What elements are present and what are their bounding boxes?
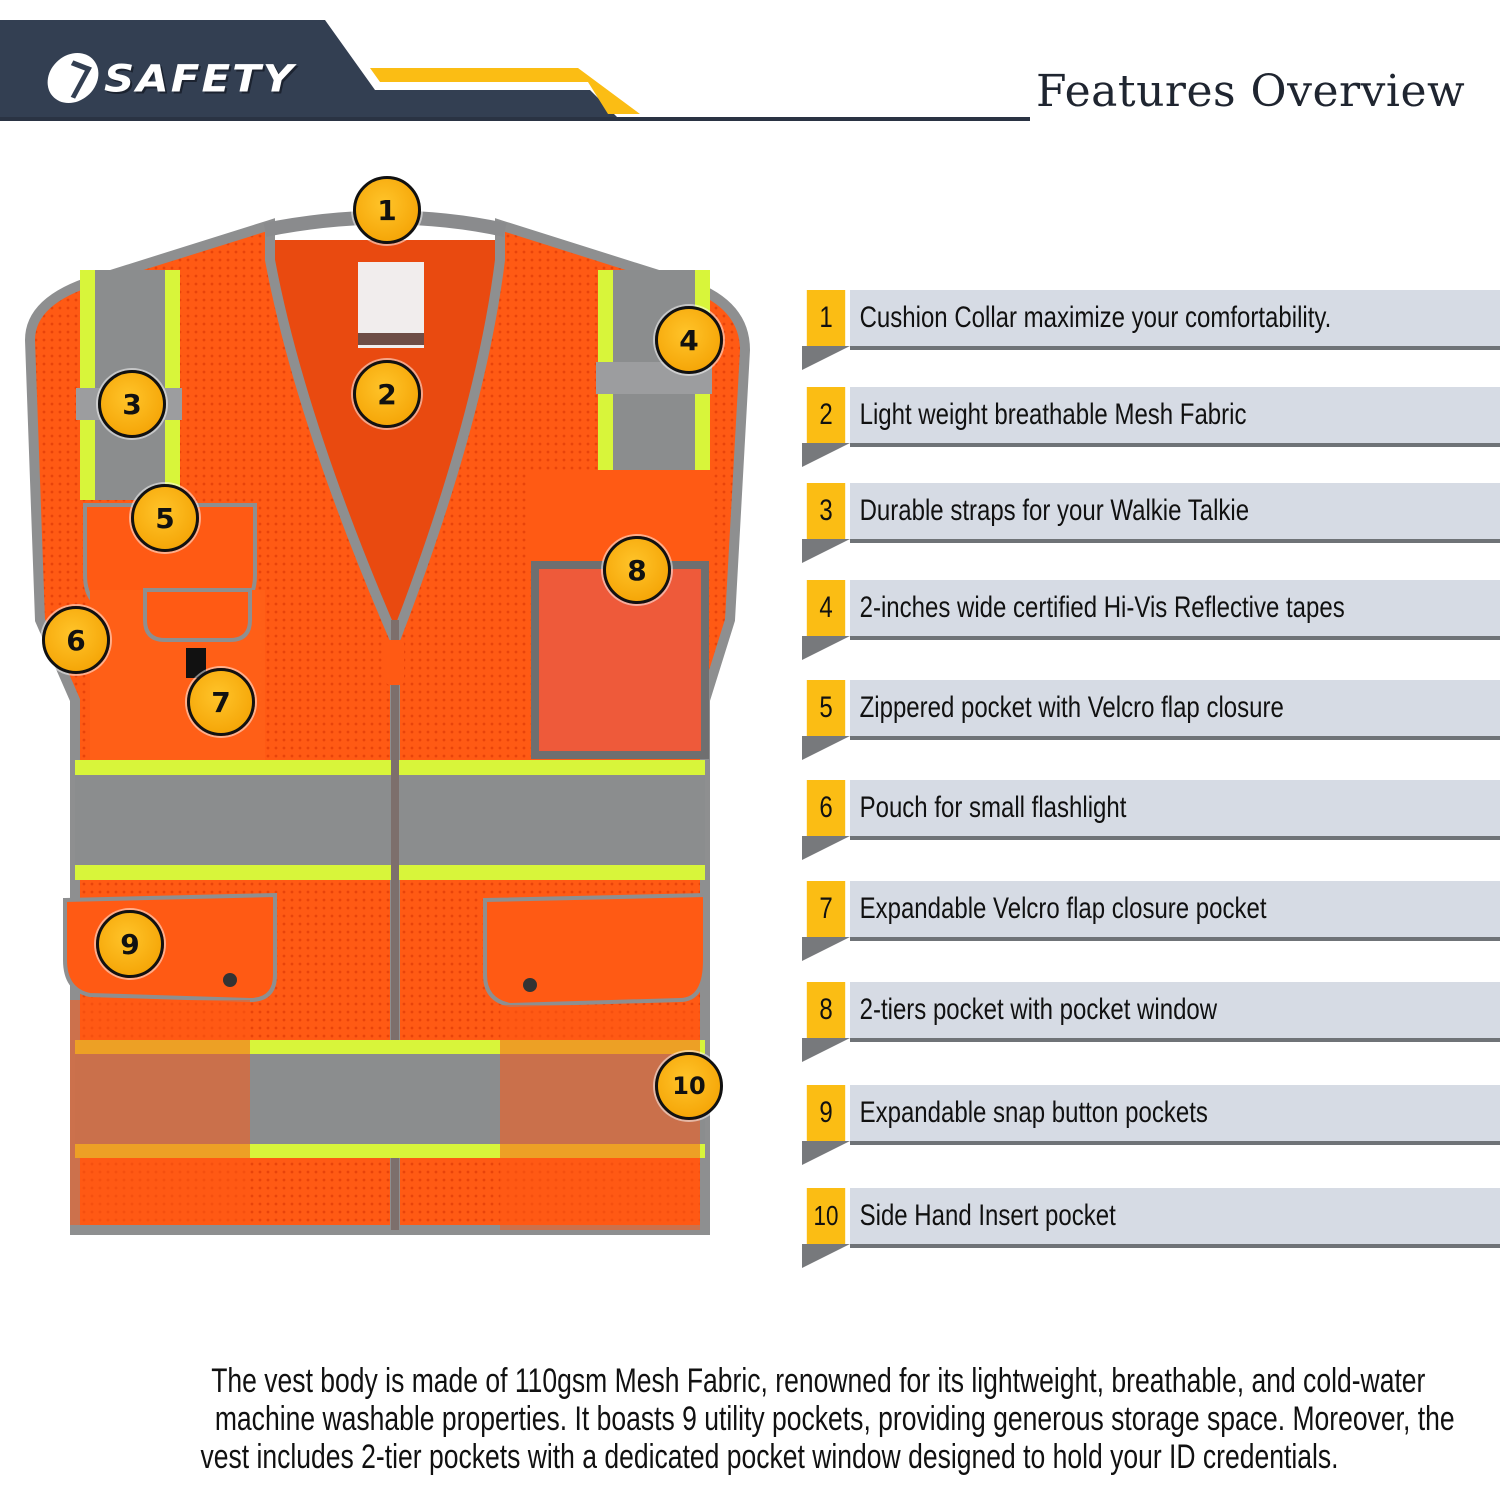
feature-item-10 — [802, 1188, 1500, 1248]
vest-marker-4: 4 — [655, 306, 723, 374]
feature-number: 8 — [807, 982, 845, 1038]
ribbon-fold — [802, 736, 850, 760]
feature-bar — [850, 881, 1500, 941]
vest-marker-3: 3 — [98, 370, 166, 438]
feature-item-5 — [802, 680, 1500, 740]
feature-number: 5 — [807, 680, 845, 736]
vest-marker-6: 6 — [42, 606, 110, 674]
feature-item-4 — [802, 580, 1500, 640]
feature-item-8 — [802, 982, 1500, 1042]
ribbon-fold — [802, 836, 850, 860]
vest-marker-7: 7 — [187, 668, 255, 736]
feature-item-9 — [802, 1085, 1500, 1145]
feature-number: 2 — [807, 387, 845, 443]
brand-logo — [48, 50, 295, 106]
feature-bar — [850, 290, 1500, 350]
ribbon-fold — [802, 346, 850, 370]
feature-label: Zippered pocket with Velcro flap closure — [859, 691, 1284, 724]
page-title: Features Overview — [1036, 66, 1466, 117]
ribbon-fold — [802, 539, 850, 563]
brand-name: SAFETY — [104, 55, 296, 101]
description-line-1: The vest body is made of 110gsm Mesh Fabric, renowned for its lightweight, breathable, and cold-water — [211, 1362, 1426, 1400]
feature-bar — [850, 680, 1500, 740]
feature-bar — [850, 1188, 1500, 1248]
vest-marker-8: 8 — [603, 536, 671, 604]
product-description — [40, 1362, 1460, 1476]
feature-item-1 — [802, 290, 1500, 350]
feature-label: Expandable Velcro flap closure pocket — [859, 892, 1267, 925]
feature-item-2 — [802, 387, 1500, 447]
vest-marker-5: 5 — [131, 484, 199, 552]
feature-bar — [850, 387, 1500, 447]
vest-marker-9: 9 — [96, 910, 164, 978]
header-banner — [0, 0, 1500, 125]
feature-label: Pouch for small flashlight — [859, 791, 1127, 824]
brand-mark-icon — [44, 53, 103, 103]
feature-number: 1 — [807, 290, 845, 346]
ribbon-fold — [802, 1244, 850, 1268]
vest-marker-2: 2 — [353, 360, 421, 428]
feature-number: 4 — [807, 580, 845, 636]
feature-number: 10 — [807, 1188, 845, 1244]
feature-number: 9 — [807, 1085, 845, 1141]
feature-bar — [850, 780, 1500, 840]
feature-item-7 — [802, 881, 1500, 941]
vest-marker-1: 1 — [353, 176, 421, 244]
ribbon-fold — [802, 636, 850, 660]
vest-marker-10: 10 — [655, 1052, 723, 1120]
feature-bar — [850, 580, 1500, 640]
feature-label: Light weight breathable Mesh Fabric — [859, 398, 1247, 431]
feature-number: 3 — [807, 483, 845, 539]
ribbon-fold — [802, 1141, 850, 1165]
description-line-3: vest includes 2-tier pockets with a dedicated pocket window designed to hold your ID credentials. — [200, 1438, 1339, 1476]
ribbon-fold — [802, 937, 850, 961]
feature-label: 2-tiers pocket with pocket window — [859, 993, 1218, 1026]
feature-label: Side Hand Insert pocket — [859, 1199, 1116, 1232]
feature-label: Durable straps for your Walkie Talkie — [859, 494, 1250, 527]
ribbon-fold — [802, 443, 850, 467]
ribbon-fold — [802, 1038, 850, 1062]
feature-bar — [850, 1085, 1500, 1145]
feature-item-3 — [802, 483, 1500, 543]
description-line-2: machine washable properties. It boasts 9 utility pockets, providing generous storage space. Moreover, the — [214, 1400, 1455, 1438]
feature-number: 6 — [807, 780, 845, 836]
feature-bar — [850, 982, 1500, 1042]
feature-item-6 — [802, 780, 1500, 840]
feature-label: Expandable snap button pockets — [859, 1096, 1208, 1129]
feature-bar — [850, 483, 1500, 543]
feature-label: 2-inches wide certified Hi-Vis Reflective tapes — [859, 591, 1345, 624]
feature-number: 7 — [807, 881, 845, 937]
feature-label: Cushion Collar maximize your comfortability. — [859, 301, 1332, 334]
